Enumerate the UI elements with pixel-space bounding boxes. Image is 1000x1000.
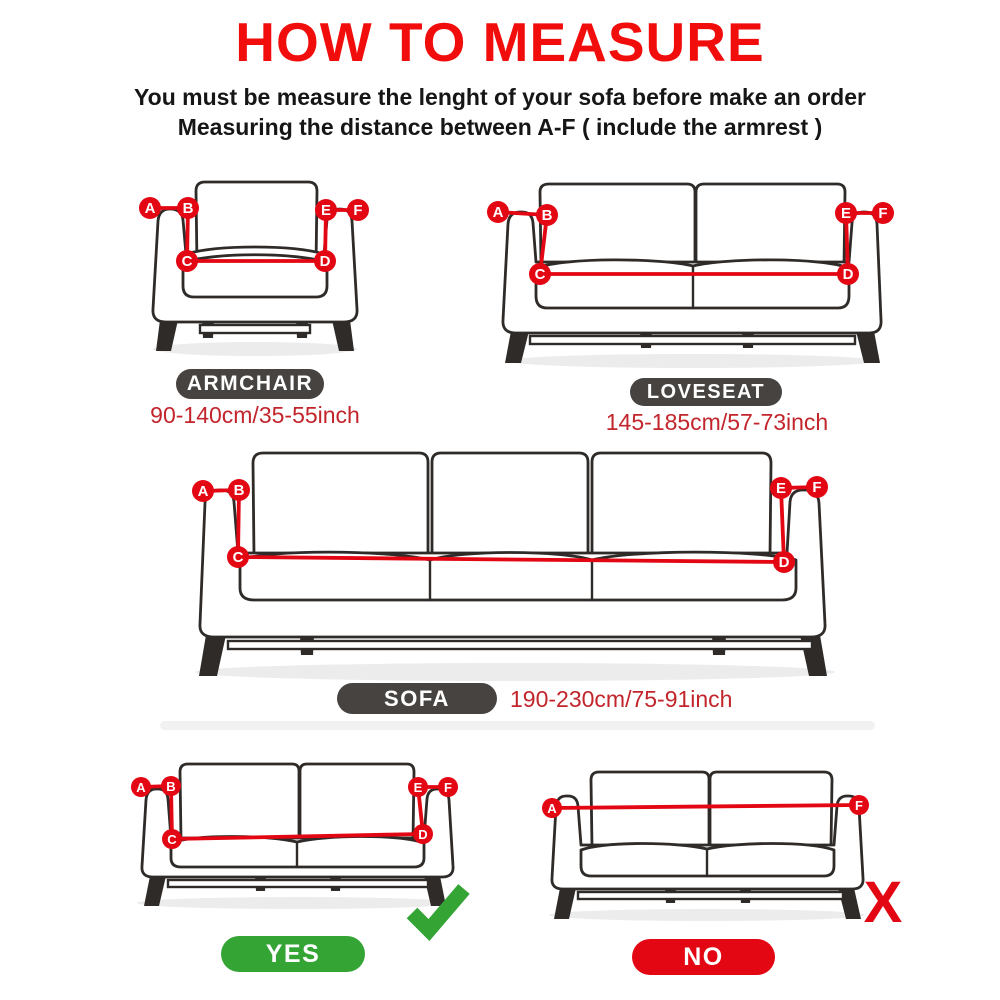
loveseat-marker-b: B: [536, 204, 558, 226]
no-badge: NO: [632, 939, 775, 975]
sofa-shadow: [195, 663, 835, 681]
sofa-badge: SOFA: [337, 683, 497, 714]
page-title: HOW TO MEASURE: [235, 11, 765, 73]
yes-marker-f: F: [438, 777, 458, 797]
armchair-badge: ARMCHAIR: [176, 369, 324, 399]
yes-sofa-shadow: [137, 897, 457, 909]
armchair-shadow: [153, 342, 357, 356]
loveseat-marker-d: D: [837, 263, 859, 285]
no-marker-a: A: [542, 798, 562, 818]
loveseat-marker-e: E: [835, 202, 857, 224]
yes-marker-c: C: [162, 829, 182, 849]
yes-sofa-back-cushion: [180, 764, 299, 840]
no-sofa-stretcher: [578, 892, 843, 899]
armchair-marker-a: A: [139, 197, 161, 219]
loveseat-back-cushion: [696, 184, 845, 266]
sofa-marker-b: B: [228, 479, 250, 501]
sofa-marker-d: D: [773, 551, 795, 573]
armchair-marker-d: D: [314, 250, 336, 272]
yes-badge: YES: [221, 936, 365, 972]
armchair-marker-b: B: [177, 197, 199, 219]
sofa-stretcher: [228, 641, 812, 649]
loveseat-stretcher: [530, 336, 855, 344]
armchair-marker-e: E: [315, 199, 337, 221]
loveseat-shadow: [507, 354, 877, 368]
sofa-size-text: 190-230cm/75-91inch: [510, 686, 733, 712]
no-sofa-shadow: [549, 909, 865, 921]
sofa-back-cushion: [592, 453, 771, 556]
no-sofa-back-cushion: [710, 772, 832, 847]
yes-marker-d: D: [413, 824, 433, 844]
loveseat-size-text: 145-185cm/57-73inch: [605, 409, 829, 435]
loveseat-back-cushion: [540, 184, 695, 266]
sofa-back-cushion: [253, 453, 428, 556]
no-sofa-back-cushion: [591, 772, 709, 847]
loveseat-marker-f: F: [872, 202, 894, 224]
yes-marker-a: A: [131, 777, 151, 797]
armchair-size-text: 90-140cm/35-55inch: [150, 402, 360, 428]
armchair-marker-c: C: [176, 250, 198, 272]
yes-sofa-stretcher: [168, 880, 428, 887]
loveseat-marker-a: A: [487, 201, 509, 223]
sofa-drawing: [195, 453, 835, 681]
sofa-back-cushion: [432, 453, 588, 556]
loveseat-badge: LOVESEAT: [630, 378, 782, 406]
cross-mark: X: [863, 870, 903, 935]
subtitle-line2: Measuring the distance between A-F ( include the armrest ): [177, 114, 823, 140]
armchair-marker-f: F: [347, 199, 369, 221]
incorrect-example-drawing: [549, 772, 865, 921]
yes-marker-b: B: [161, 776, 181, 796]
armchair-stretcher: [200, 325, 310, 333]
sofa-marker-e: E: [770, 477, 792, 499]
sofa-marker-f: F: [806, 476, 828, 498]
sofa-marker-c: C: [227, 546, 249, 568]
no-marker-f: F: [849, 795, 869, 815]
yes-marker-e: E: [408, 777, 428, 797]
yes-sofa-back-cushion: [300, 764, 414, 840]
sofa-marker-a: A: [192, 480, 214, 502]
loveseat-marker-c: C: [529, 263, 551, 285]
floor-shadow-band: [160, 721, 875, 730]
subtitle-line1: You must be measure the lenght of your sofa before make an order: [134, 84, 866, 110]
